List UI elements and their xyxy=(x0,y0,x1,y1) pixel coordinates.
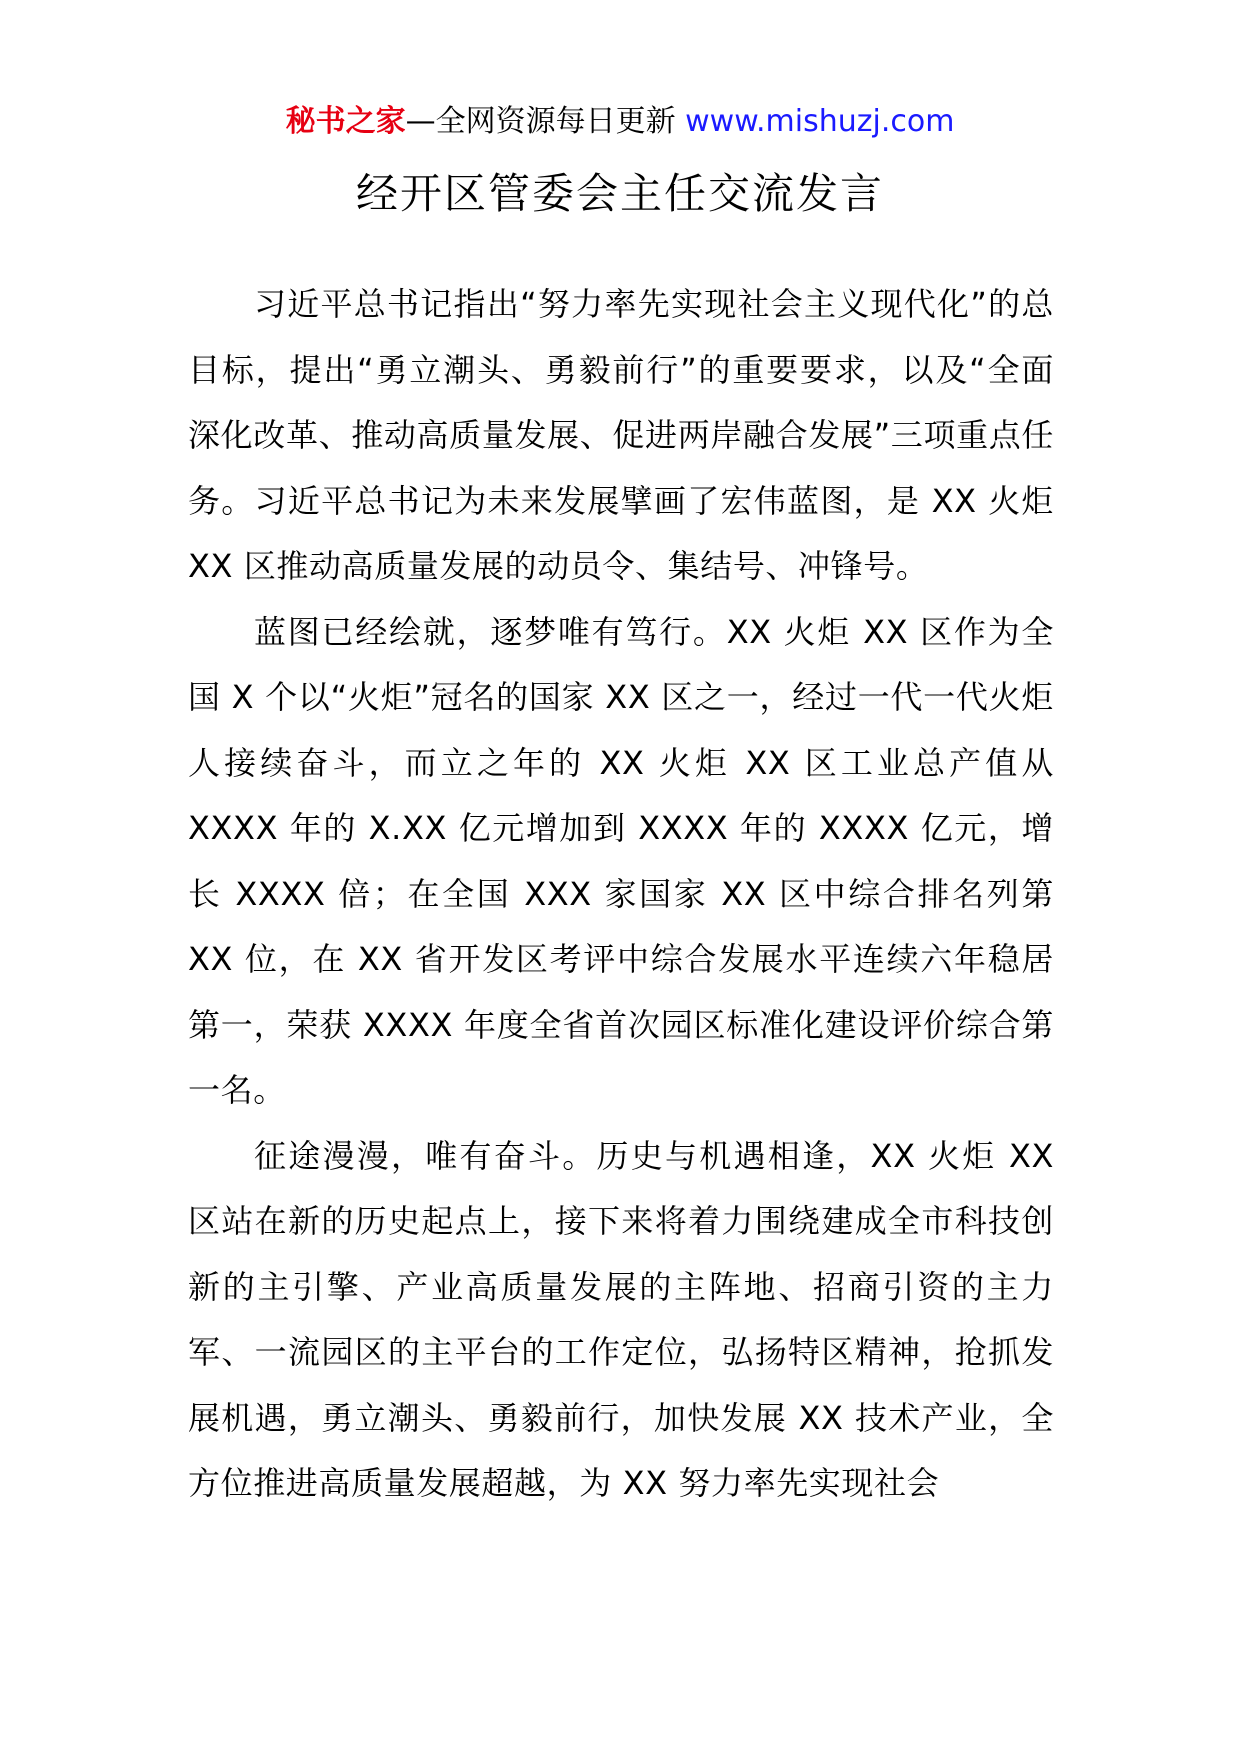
site-header xyxy=(0,100,1240,144)
brand-name: 秘书之家 xyxy=(285,104,406,139)
document-body xyxy=(188,272,1054,1517)
header-slogan: —全网资源每日更新 xyxy=(405,104,676,139)
document-title: 经开区管委会主任交流发言 xyxy=(355,169,884,218)
paragraph-3: 征途漫漫，唯有奋斗。历史与机遇相逢，XX 火炬 XX 区站在新的历史起点上，接下来将着力围绕建成全市科技创新的主引擎、产业高质量发展的主阵地、招商引资的主力军、一流园区的主平台的工作定位，弘扬特区精神，抢抓发展机遇，勇立潮头、勇毅前行，加快发展 XX 技术产业，全方位推进高质量发展超越，为 XX 努力率先实现社会 xyxy=(188,1136,1054,1502)
site-url-link[interactable]: www.mishuzj.com xyxy=(685,104,955,139)
paragraph-2: 蓝图已经绘就，逐梦唯有笃行。XX 火炬 XX 区作为全国 X 个以“火炬”冠名的国家 XX 区之一，经过一代一代火炬人接续奋斗，而立之年的 XX 火炬 XX 区工业总产值从 XXXX 年的 X.XX 亿元增加到 XXXX 年的 XXXX 亿元，增长 XXXX 倍；在全国 XXX 家国家 XX 区中综合排名列第 XX 位，在 XX 省开发区考评中综合发展水平连续六年稳居第一，荣获 XXXX 年度全省首次园区标准化建设评价综合第一名。 xyxy=(188,612,1054,1109)
paragraph-1: 习近平总书记指出“努力率先实现社会主义现代化”的总目标，提出“勇立潮头、勇毅前行”的重要要求，以及“全面深化改革、推动高质量发展、促进两岸融合发展”三项重点任务。习近平总书记为未来发展擘画了宏伟蓝图，是 XX 火炬 XX 区推动高质量发展的动员令、集结号、冲锋号。 xyxy=(188,285,1054,585)
